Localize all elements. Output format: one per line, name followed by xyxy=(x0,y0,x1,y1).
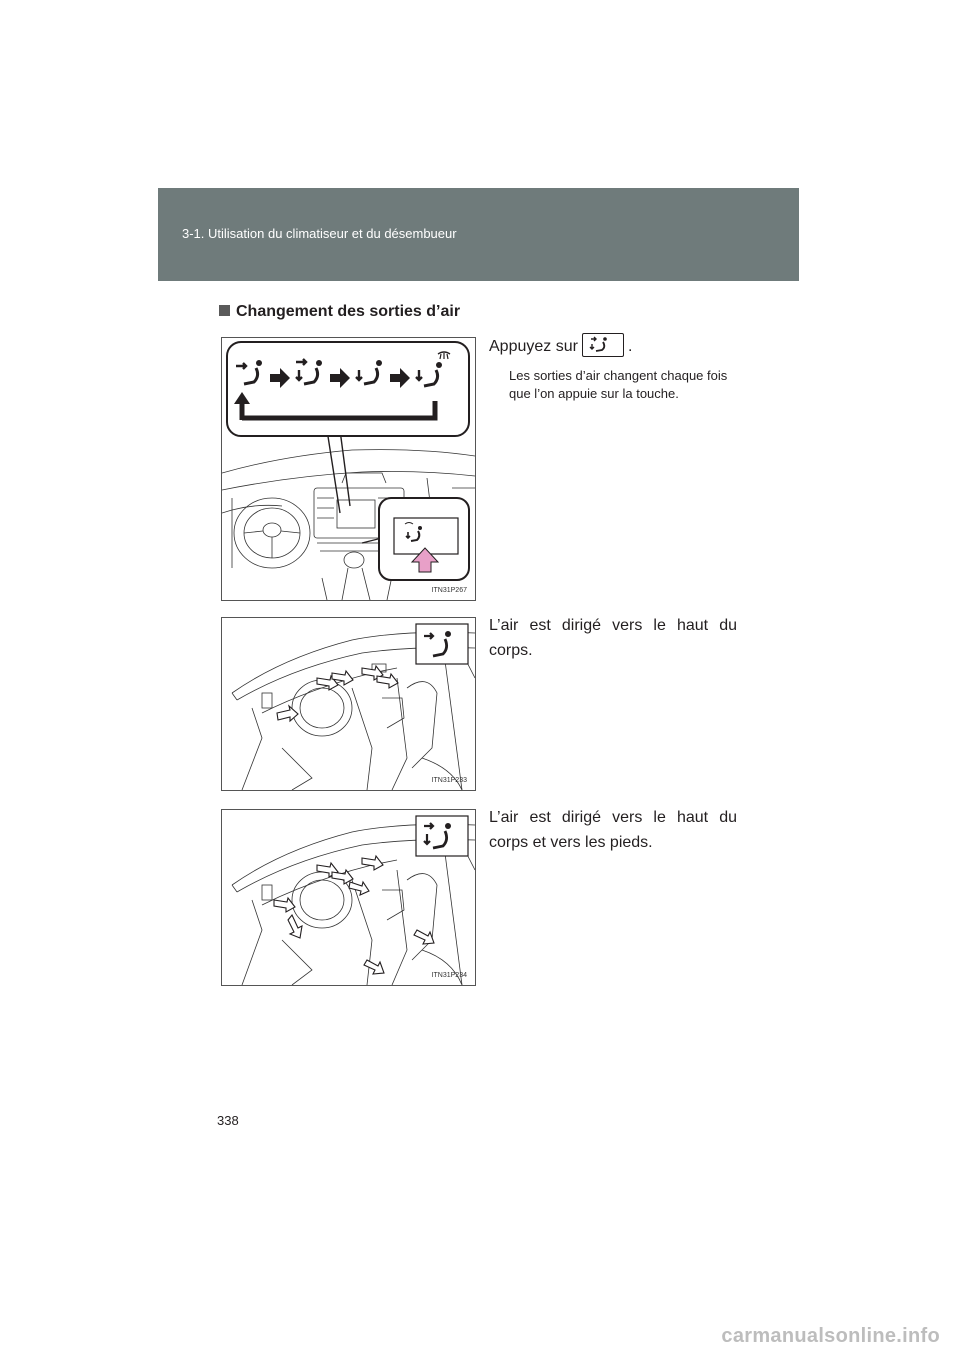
instruction-line xyxy=(489,333,737,359)
figure-code: ITN31P267 xyxy=(431,587,467,594)
figure-mode-cycle xyxy=(221,337,476,601)
figure-code: ITN31P234 xyxy=(431,972,467,979)
header-band xyxy=(158,188,799,281)
section-heading xyxy=(219,303,460,321)
upper-body-description: L’air est dirigé vers le haut du corps. xyxy=(489,617,737,659)
watermark: carmanualsonline.info xyxy=(721,1325,940,1347)
upper-body-feet-description: L’air est dirigé vers le haut du corps et vers les pieds. xyxy=(489,809,737,851)
square-bullet-icon xyxy=(219,305,230,316)
dashboard-illustration xyxy=(222,338,475,600)
cabin-illustration-upper xyxy=(222,618,475,790)
instruction-period: . xyxy=(627,338,633,355)
page-number: 338 xyxy=(217,1113,239,1128)
instruction-note: Les sorties d’air changent chaque fois que l’on appuie sur la touche. xyxy=(509,368,728,401)
figure-upper-body-feet xyxy=(221,809,476,986)
figure-code: ITN31P233 xyxy=(431,777,467,784)
figure-upper-body xyxy=(221,617,476,791)
instruction-text: Appuyez sur xyxy=(489,338,578,355)
heading-text: Changement des sorties d’air xyxy=(236,303,461,320)
section-title: 3-1. Utilisation du climatiseur et du désembueur xyxy=(182,226,457,241)
air-outlet-mode-button-icon xyxy=(582,333,624,357)
cabin-illustration-upper-feet xyxy=(222,810,475,985)
